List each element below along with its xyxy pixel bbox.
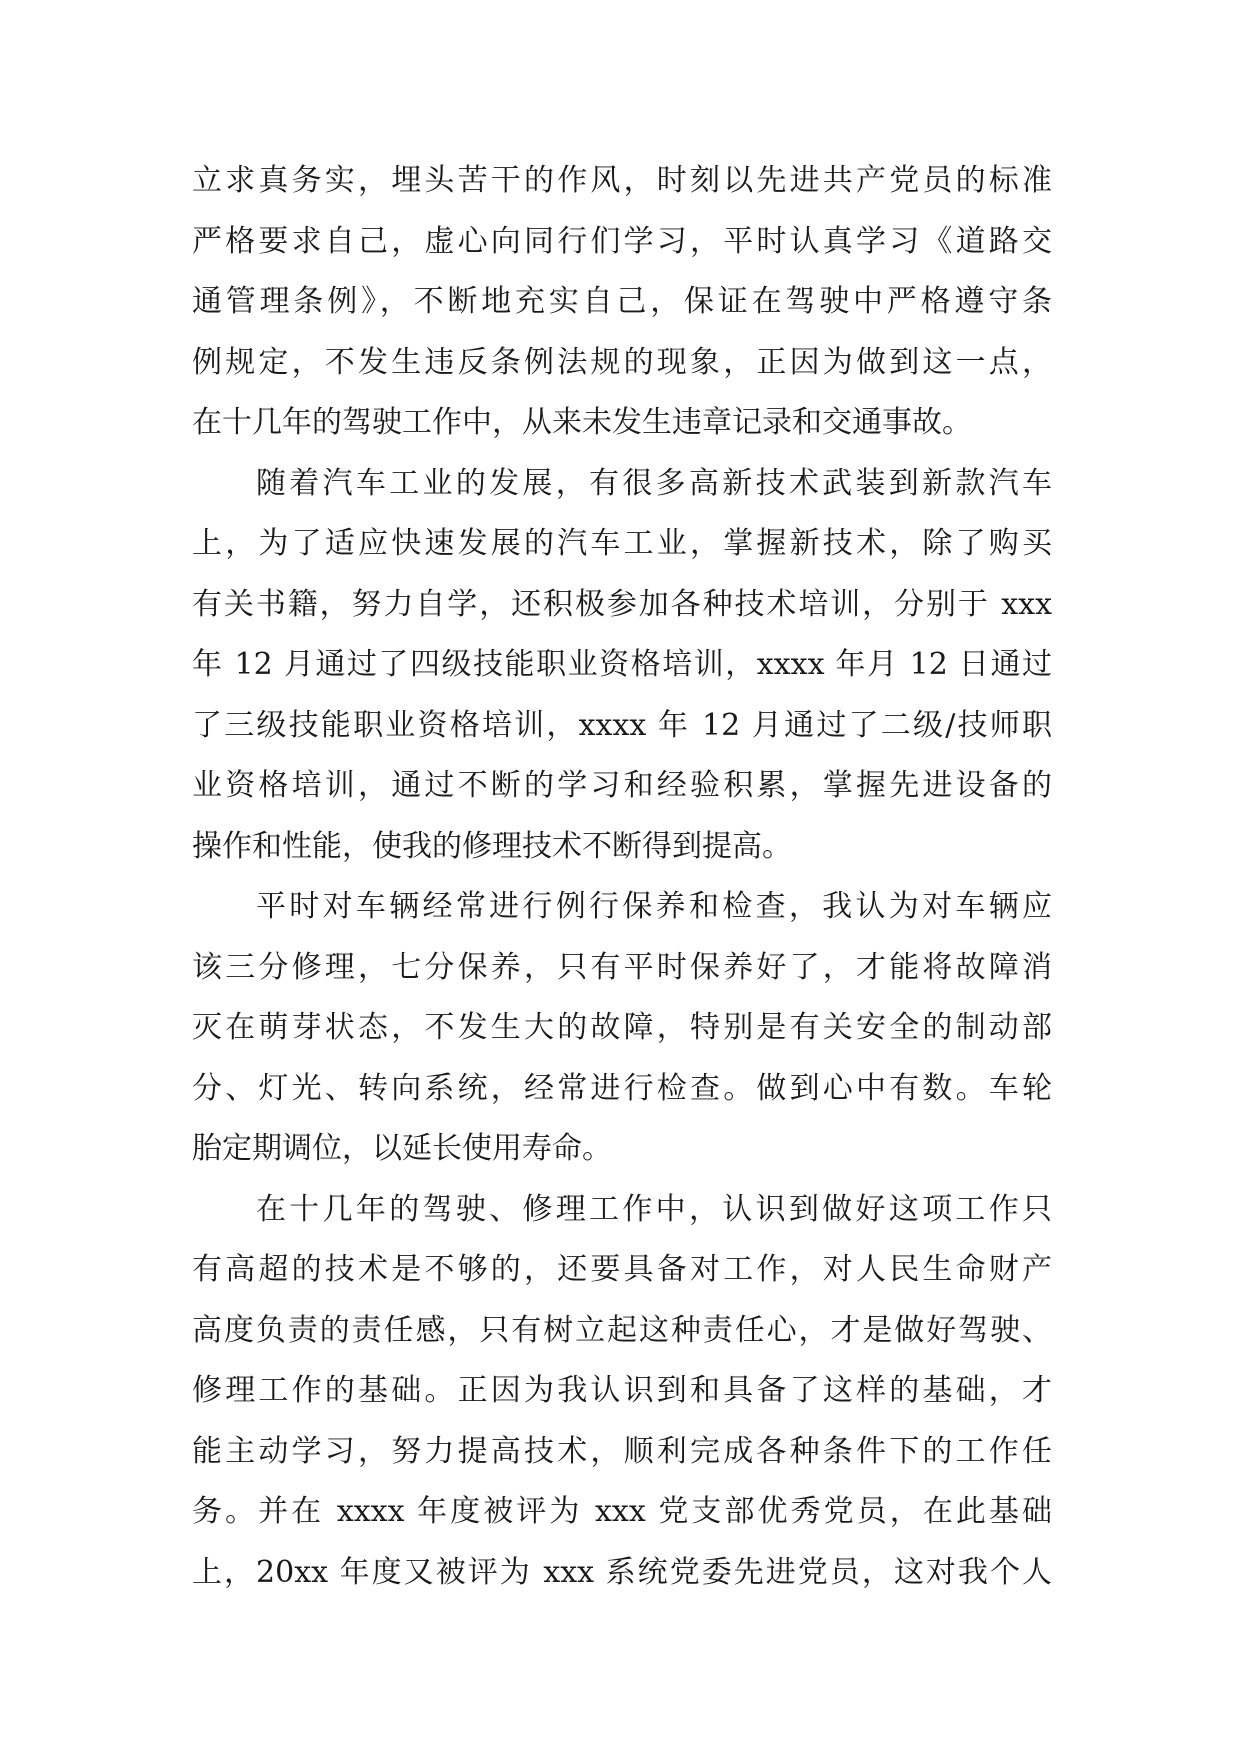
text-line: 了三级技能职业资格培训，xxxx 年 12 月通过了二级/技师职 — [192, 707, 1052, 743]
text-line: 操作和性能，使我的修理技术不断得到提高。 — [192, 828, 792, 864]
text-line: 在十几年的驾驶工作中，从来未发生违章记录和交通事故。 — [192, 405, 972, 440]
body-text — [192, 151, 1052, 1603]
text-line: 年 12 月通过了四级技能职业资格培训，xxxx 年月 12 日通过 — [192, 647, 1052, 682]
text-line: 务。并在 xxxx 年度被评为 xxx 党支部优秀党员，在此基础 — [192, 1494, 1052, 1529]
text-line: 分、灯光、转向系统，经常进行检查。做到心中有数。车轮 — [192, 1070, 1052, 1106]
text-line: 该三分修理，七分保养，只有平时保养好了，才能将故障消 — [192, 949, 1052, 985]
text-line: 灭在萌芽状态，不发生大的故障，特别是有关安全的制动部 — [192, 1010, 1052, 1045]
text-line: 能主动学习，努力提高技术，顺利完成各种条件下的工作任 — [192, 1433, 1052, 1469]
text-line: 业资格培训，通过不断的学习和经验积累，掌握先进设备的 — [192, 768, 1052, 803]
text-line: 随着汽车工业的发展，有很多高新技术武装到新款汽车 — [256, 465, 1052, 501]
text-line: 修理工作的基础。正因为我认识到和具备了这样的基础，才 — [192, 1373, 1052, 1408]
text-line: 高度负责的责任感，只有树立起这种责任心，才是做好驾驶、 — [192, 1312, 1052, 1348]
text-line: 有关书籍，努力自学，还积极参加各种技术培训，分别于 xxx — [192, 586, 1052, 622]
text-line: 胎定期调位，以延长使用寿命。 — [192, 1131, 612, 1166]
text-line: 上，20xx 年度又被评为 xxx 系统党委先进党员，这对我个人 — [192, 1554, 1052, 1590]
text-line: 上，为了适应快速发展的汽车工业，掌握新技术，除了购买 — [192, 526, 1052, 561]
text-line: 立求真务实，埋头苦干的作风，时刻以先进共产党员的标准 — [192, 163, 1052, 198]
text-line: 在十几年的驾驶、修理工作中，认识到做好这项工作只 — [256, 1191, 1052, 1227]
text-line: 通管理条例》，不断地充实自己，保证在驾驶中严格遵守条 — [192, 284, 1052, 319]
text-line: 平时对车辆经常进行例行保养和检查，我认为对车辆应 — [256, 889, 1052, 924]
text-line: 严格要求自己，虚心向同行们学习，平时认真学习《道路交 — [192, 223, 1052, 259]
text-line: 例规定，不发生违反条例法规的现象，正因为做到这一点， — [192, 344, 1052, 380]
text-line: 有高超的技术是不够的，还要具备对工作，对人民生命财产 — [192, 1252, 1052, 1287]
